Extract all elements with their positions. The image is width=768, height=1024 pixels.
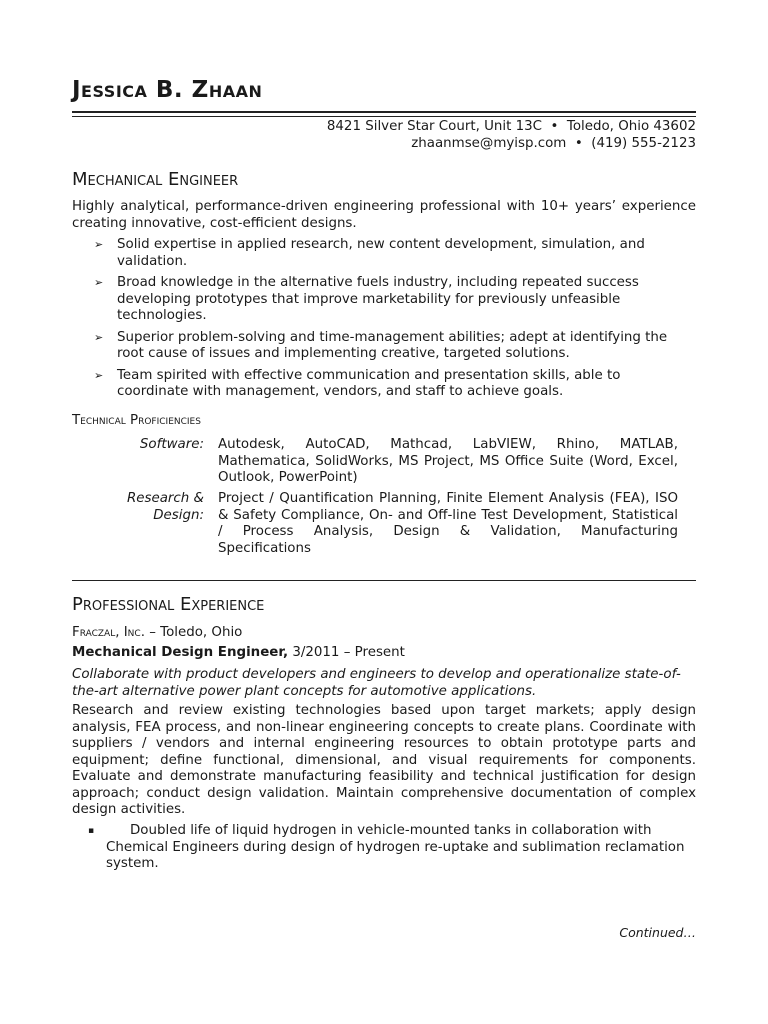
list-item: ➢ Broad knowledge in the alternative fuels industry, including repeated success developing prototypes that improve marketability for previously unfeasible technologies.	[94, 275, 639, 323]
section-divider	[72, 580, 696, 581]
proficiency-label: Research & Design:	[126, 491, 204, 523]
summary-paragraph: Highly analytical, performance-driven engineering professional with 10+ years’ experience creating innovative, cost-efficient designs.	[72, 199, 696, 231]
arrow-bullet-icon: ➢	[94, 368, 104, 382]
header-rule-thin	[72, 116, 696, 117]
achievement-text: Doubled life of liquid hydrogen in vehicle-mounted tanks in collaboration with Chemical Engineers during design of hydrogen re-uptake and sublimation reclamation system.	[106, 823, 685, 871]
summary-heading: Mechanical Engineer	[72, 169, 239, 190]
proficiency-text: Autodesk, AutoCAD, Mathcad, LabVIEW, Rhino, MATLAB, Mathematica, SolidWorks, MS Project, MS Office Suite (Word, Excel, Outlook, PowerPoint)	[218, 437, 678, 485]
address-line: 8421 Silver Star Court, Unit 13C • Toledo, Ohio 43602	[326, 119, 696, 134]
contact-block	[327, 118, 696, 152]
company-location: – Toledo, Ohio	[144, 625, 243, 640]
technical-heading: Technical Proficiencies	[72, 413, 201, 428]
proficiency-text: Project / Quantification Planning, Finite Element Analysis (FEA), ISO & Safety Compliance, On- and Off-line Test Development, Statistical / Process Analysis, Design & Validation, Manufacturing Specifications	[218, 491, 678, 556]
list-item: ➢ Solid expertise in applied research, new content development, simulation, and validation.	[94, 237, 645, 269]
candidate-name: Jessica B. Zhaan	[72, 77, 263, 103]
arrow-bullet-icon: ➢	[94, 238, 104, 251]
job-summary: Collaborate with product developers and engineers to develop and operationalize state-of-the-art alternative power plant concepts for automotive applications.	[72, 667, 681, 699]
job-dates: 3/2011 – Present	[288, 645, 405, 660]
arrow-bullet-icon: ➢	[94, 330, 104, 344]
company-line	[72, 625, 242, 642]
arrow-bullet-icon: ➢	[94, 276, 104, 289]
list-item: ➢ Superior problem-solving and time-management abilities; adept at identifying the root cause of issues and implementing creative, targeted solutions.	[94, 329, 668, 361]
company-name: Fraczal, Inc.	[72, 625, 145, 640]
list-item: ➢ Team spirited with effective communication and presentation skills, able to coordinate with management, vendors, and staff to achieve goals.	[94, 367, 621, 399]
proficiency-label: Software:	[139, 437, 204, 452]
job-title: Mechanical Design Engineer,	[72, 645, 289, 660]
experience-heading: Professional Experience	[72, 594, 265, 615]
header-rule-thick	[72, 111, 696, 113]
square-bullet-icon: ▪	[88, 826, 95, 836]
continued-note: Continued…	[619, 925, 696, 940]
job-description: Research and review existing technologies based upon target markets; apply design analysis, FEA process, and non-linear engineering concepts to create plans. Coordinate with suppliers / vendors and internal engineering resources to obtain prototype parts and equipment; define functional, dimensional, and visual requirements for components. Evaluate and demonstrate manufacturing feasibility and technical justification for design approach; conduct design validation. Maintain comprehensive documentation of complex design activities.	[72, 703, 696, 817]
summary-bullets	[94, 237, 696, 406]
email-phone-line: zhaanmse@myisp.com • (419) 555-2123	[411, 136, 696, 151]
job-line	[72, 645, 405, 662]
